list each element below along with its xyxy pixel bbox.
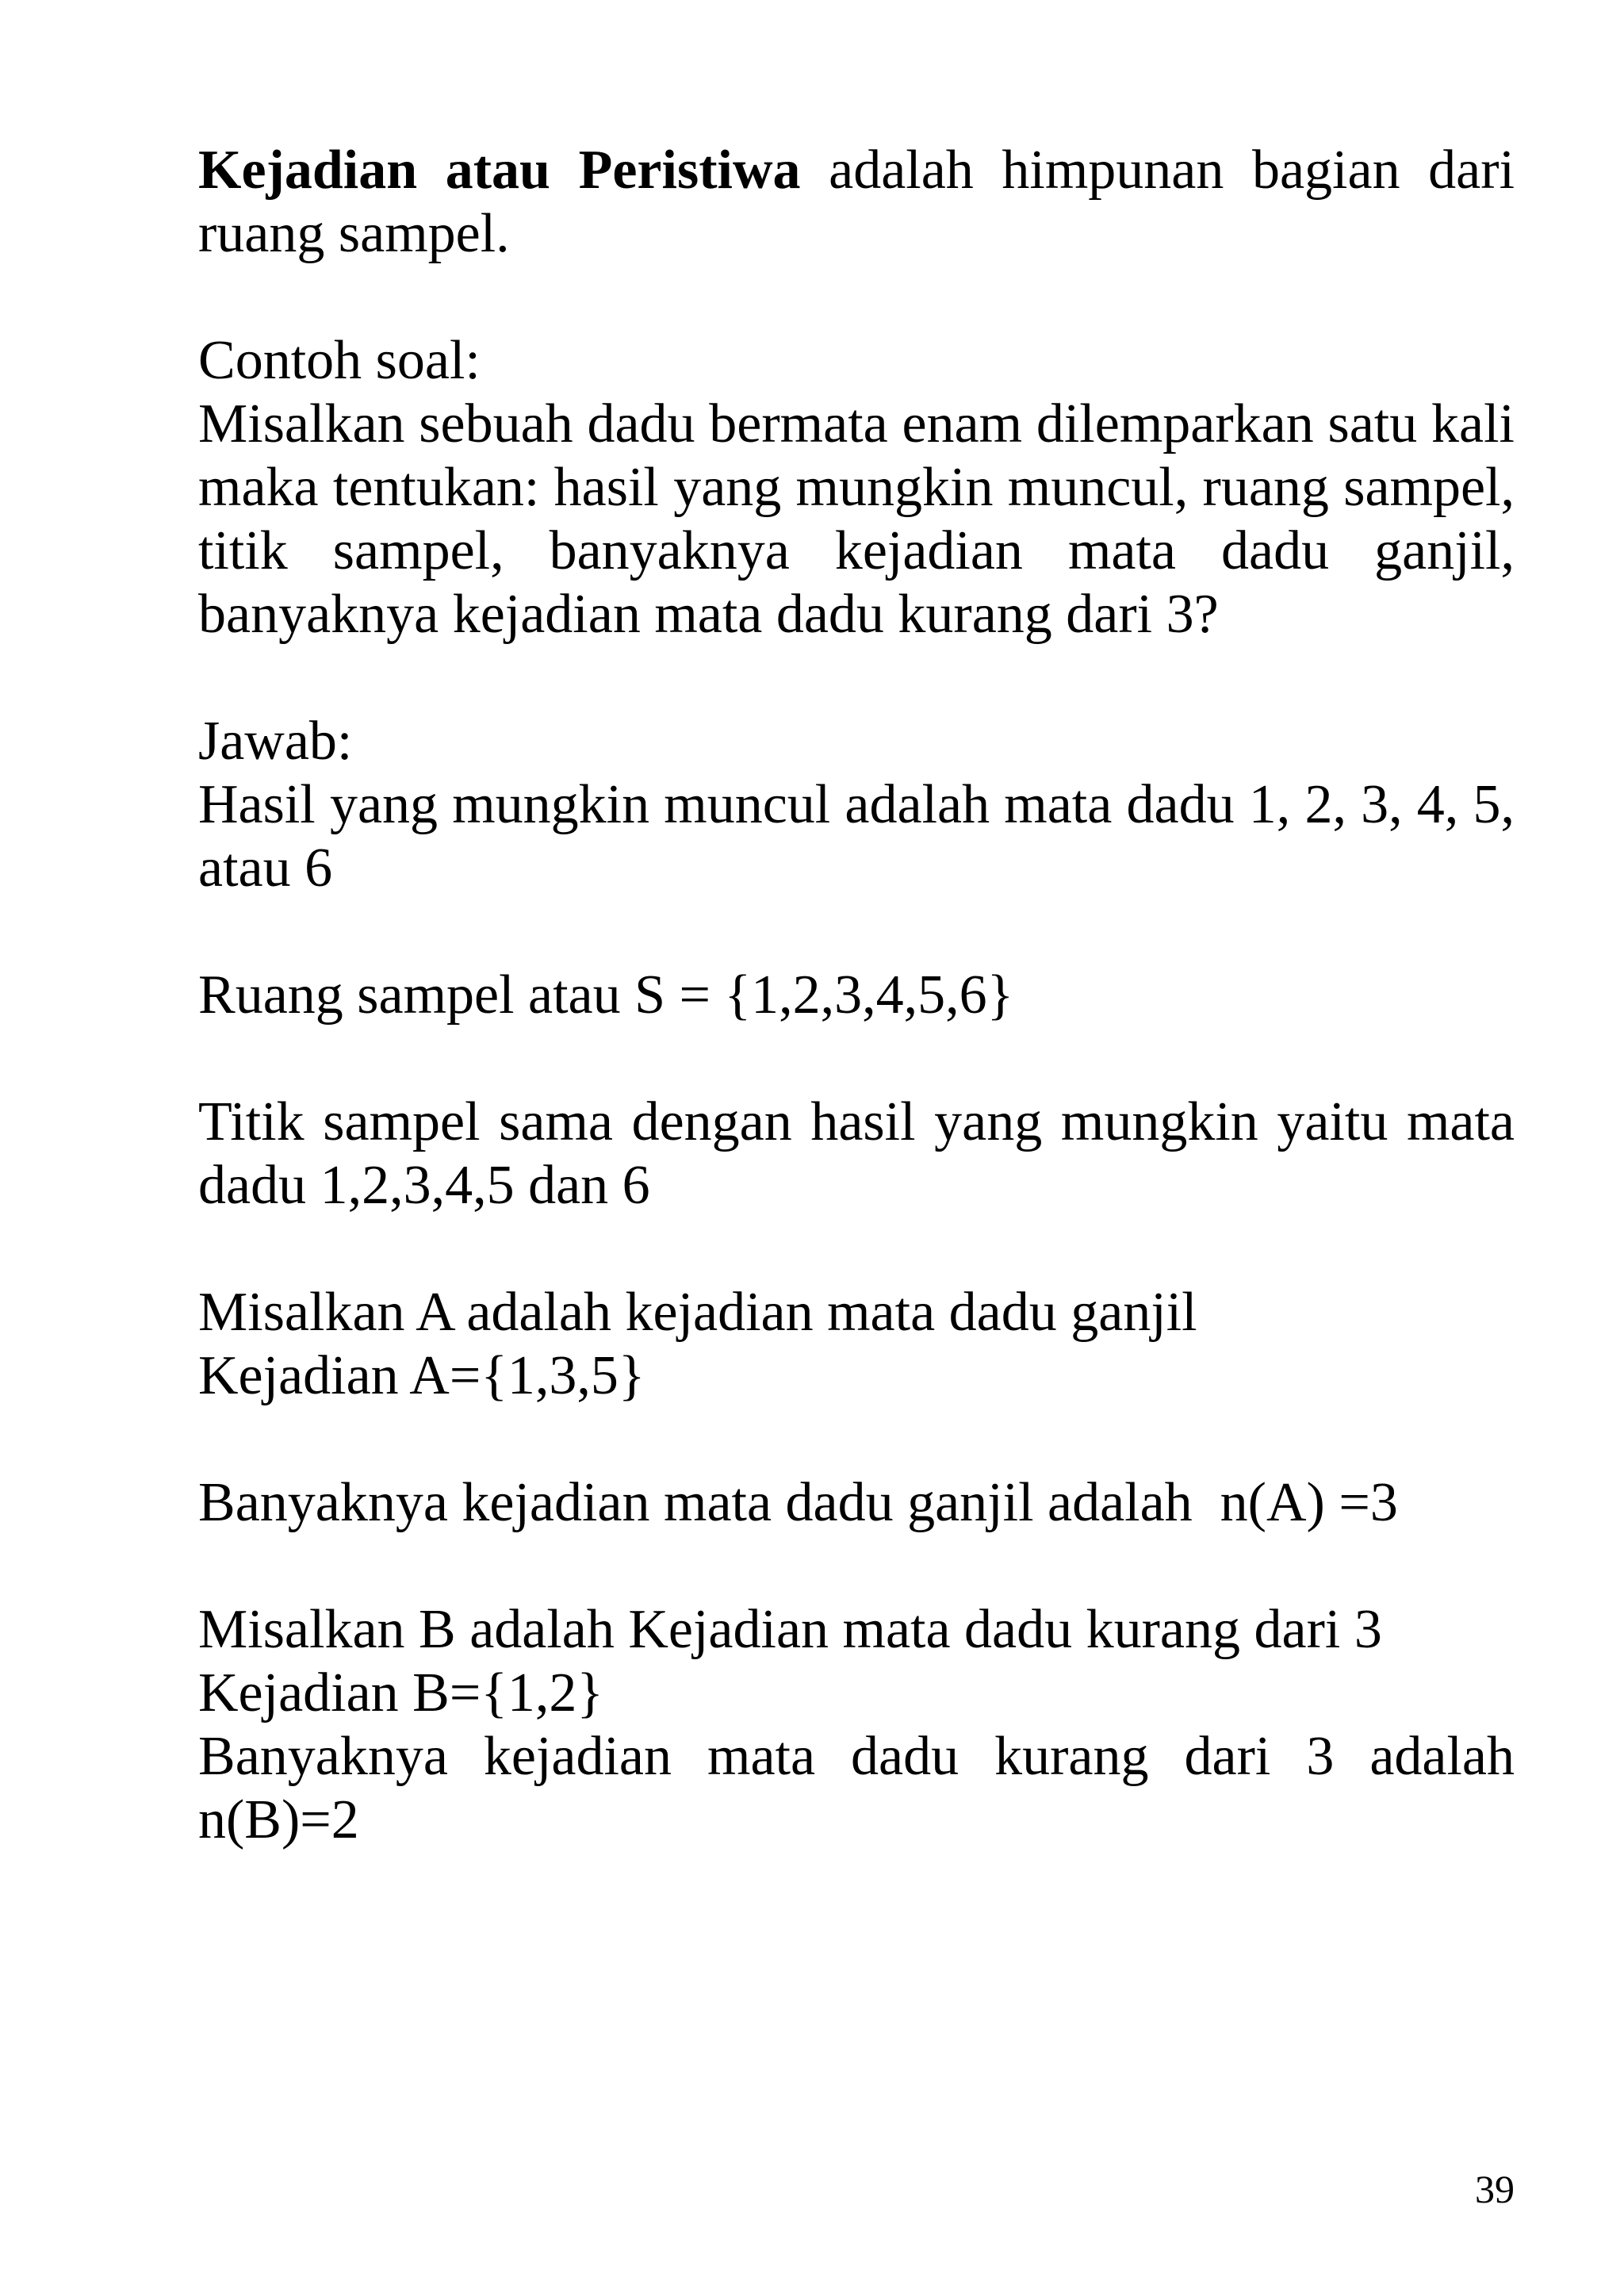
sample-space-line: Ruang sampel atau S = {1,2,3,4,5,6} [198, 964, 1014, 1026]
sample-points-line-1: Titik sampel sama dengan hasil yang mungkin yaitu mata [198, 1091, 1515, 1152]
event-b-paragraph [198, 1598, 1515, 1852]
spacer [198, 646, 1515, 710]
event-b-line-2: Kejadian B={1,2} [198, 1662, 604, 1723]
spacer [198, 1027, 1515, 1091]
page-number: 39 [1475, 2167, 1515, 2211]
definition-term: Kejadian atau Peristiwa [198, 140, 801, 201]
count-a-line: Banyaknya kejadian mata dadu ganjil adalah n(A) =3 [198, 1472, 1398, 1533]
outcomes-line-2: atau 6 [198, 838, 333, 899]
count-b-line-2: n(B)=2 [198, 1789, 359, 1850]
page-content [198, 139, 1515, 1852]
spacer [198, 1535, 1515, 1598]
spacer [198, 1217, 1515, 1281]
definition-text: adalah himpunan bagian dari [829, 140, 1515, 201]
example-line-1: Misalkan sebuah dadu bermata enam dilemparkan satu kali [198, 393, 1515, 454]
answer-heading: Jawab: [198, 711, 353, 772]
outcomes-line-1: Hasil yang mungkin muncul adalah mata dadu 1, 2, 3, 4, 5, [198, 774, 1515, 835]
definition-paragraph [198, 139, 1515, 266]
example-line-2: maka tentukan: hasil yang mungkin muncul, ruang sampel, [198, 457, 1515, 518]
spacer [198, 900, 1515, 964]
event-a-line-2: Kejadian A={1,3,5} [198, 1345, 645, 1406]
example-heading: Contoh soal: [198, 330, 481, 391]
spacer [198, 266, 1515, 329]
count-b-line-1: Banyaknya kejadian mata dadu kurang dari 3 adalah [198, 1726, 1515, 1787]
sample-points-paragraph [198, 1091, 1515, 1217]
example-line-4: banyaknya kejadian mata dadu kurang dari 3? [198, 584, 1219, 645]
sample-points-line-2: dadu 1,2,3,4,5 dan 6 [198, 1155, 650, 1216]
event-a-line-1: Misalkan A adalah kejadian mata dadu ganjil [198, 1282, 1197, 1343]
spacer [198, 1408, 1515, 1471]
answer-outcomes [198, 710, 1515, 900]
event-a-paragraph [198, 1281, 1515, 1408]
definition-line-1 [198, 139, 1515, 202]
example-line-3: titik sampel, banyaknya kejadian mata dadu ganjil, [198, 520, 1515, 581]
example-paragraph [198, 329, 1515, 646]
event-b-line-1: Misalkan B adalah Kejadian mata dadu kurang dari 3 [198, 1599, 1382, 1660]
definition-line-2: ruang sampel. [198, 203, 510, 264]
